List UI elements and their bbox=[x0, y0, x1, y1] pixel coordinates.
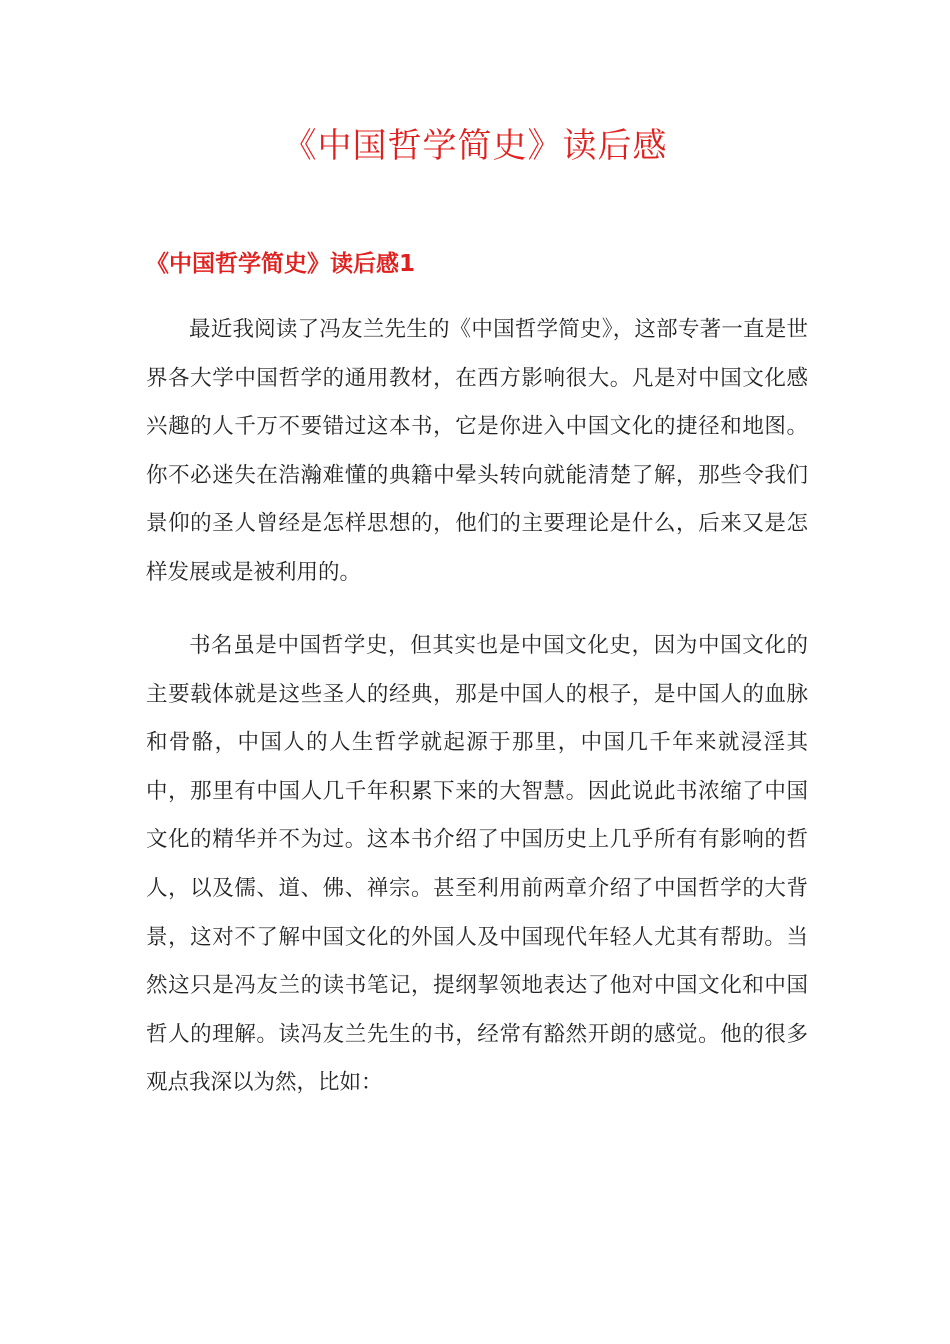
body-paragraph-1: 最近我阅读了冯友兰先生的《中国哲学简史》，这部专著一直是世界各大学中国哲学的通用教材，在西方影响很大。凡是对中国文化感兴趣的人千万不要错过这本书，它是你进入中国文化的捷径和地图。你不必迷失在浩瀚难懂的典籍中晕头转向就能清楚了解，那些令我们景仰的圣人曾经是怎样思想的，他们的主要理论是什么，后来又是怎样发展或是被利用的。 bbox=[146, 317, 808, 585]
body-paragraph-2: 书名虽是中国哲学史，但其实也是中国文化史，因为中国文化的主要载体就是这些圣人的经典，那是中国人的根子，是中国人的血脉和骨骼，中国人的人生哲学就起源于那里，中国几千年来就浸淫其中，那里有中国人几千年积累下来的大智慧。因此说此书浓缩了中国文化的精华并不为过。这本书介绍了中国历史上几乎所有有影响的哲人，以及儒、道、佛、禅宗。甚至利用前两章介绍了中国哲学的大背景，这对不了解中国文化的外国人及中国现代年轻人尤其有帮助。当然这只是冯友兰的读书笔记，提纲挈领地表达了他对中国文化和中国哲人的理解。读冯友兰先生的书，经常有豁然开朗的感觉。他的很多观点我深以为然，比如： bbox=[146, 633, 808, 1096]
section-heading: 《中国哲学简史》读后感1 bbox=[146, 251, 416, 277]
document-title: 《中国哲学简史》读后感 bbox=[282, 126, 668, 166]
